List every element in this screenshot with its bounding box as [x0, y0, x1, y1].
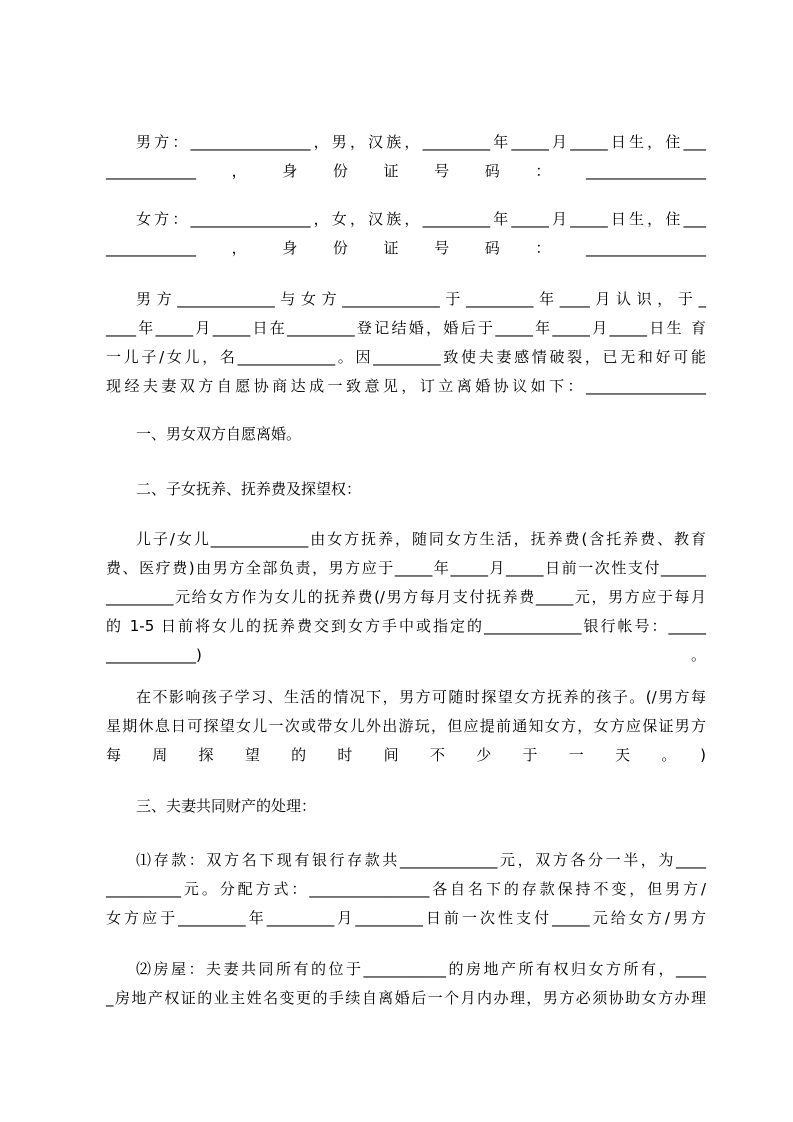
text-line: 费、医疗费)由男方全部负责，男方应于_____年_____月_____日前一次性支付______: [106, 559, 706, 577]
text-line: __________元。分配方式：________________各自名下的存款保持不变，但男方/: [106, 880, 706, 898]
text-line: 现经夫妻双方自愿协商达成一致意见，订立离婚协议如下：________________: [106, 377, 706, 395]
paragraph-intro: [106, 285, 706, 401]
text-line: ____________，身份证号码：________________: [106, 162, 706, 180]
section-heading-2: 二、子女抚养、抚养费及探望权：: [136, 480, 362, 498]
paragraph-child-support: [106, 525, 706, 670]
text-line: ⑴存款：双方名下现有银行存款共_____________元，双方各分一半，为____: [136, 851, 706, 869]
text-line: _房地产权证的业主姓名变更的手续自离婚后一个月内办理，男方必须协助女方办理: [106, 989, 706, 1007]
text-line: 星期休息日可探望女儿一次或带女儿外出游玩，但应提前通知女方，女方应保证男方: [106, 717, 706, 735]
paragraph-woman-info: [106, 205, 706, 263]
text-line: _________元给女方作为女儿的抚养费(/男方每月支付抚养费_____元，男方应于每月: [106, 588, 706, 606]
paragraph-visitation: [106, 683, 706, 770]
paragraph-man-info: [106, 128, 706, 186]
text-line: 男方_____________与女方_____________于_________年____月认识，于_: [136, 290, 706, 308]
text-line: ____年_____月_____日在_________登记结婚，婚后于_____年_____月_____日生 育: [106, 319, 706, 337]
section-heading-3: 三、夫妻共同财产的处理：: [136, 797, 317, 815]
text-line: 男方：________________，男，汉族，_________年_____月_____日生，住___: [136, 133, 706, 151]
text-line: ____________)。: [106, 646, 706, 664]
section-heading-1: 一、男女双方自愿离婚。: [136, 425, 302, 443]
text-line: ____________，身份证号码：________________: [106, 239, 706, 257]
text-line: 女方：________________，女，汉族，_________年_____月_____日生，住___: [136, 210, 706, 228]
text-line: 在不影响孩子学习、生活的情况下，男方可随时探望女方抚养的孩子。(/男方每: [136, 688, 706, 706]
paragraph-house: [106, 955, 706, 1013]
text-line: 女方应于_________年_________月_________日前一次性支付_____元给女方/男方: [106, 909, 706, 927]
paragraph-deposit: [106, 846, 706, 933]
text-line: 儿子/女儿_____________由女方抚养，随同女方生活，抚养费(含托养费、教育: [136, 530, 706, 548]
text-line: ⑵房屋：夫妻共同所有的位于___________的房地产所有权归女方所有，____: [136, 960, 706, 978]
text-line: 一儿子/女儿，名_____________。因_________致使夫妻感情破裂，已无和好可能: [106, 348, 706, 366]
text-line: 每周探望的时间不少于一天。): [106, 746, 706, 764]
text-line: 的 1-5 日前将女儿的抚养费交到女方手中或指定的_____________银行帐号：_____: [106, 617, 706, 635]
